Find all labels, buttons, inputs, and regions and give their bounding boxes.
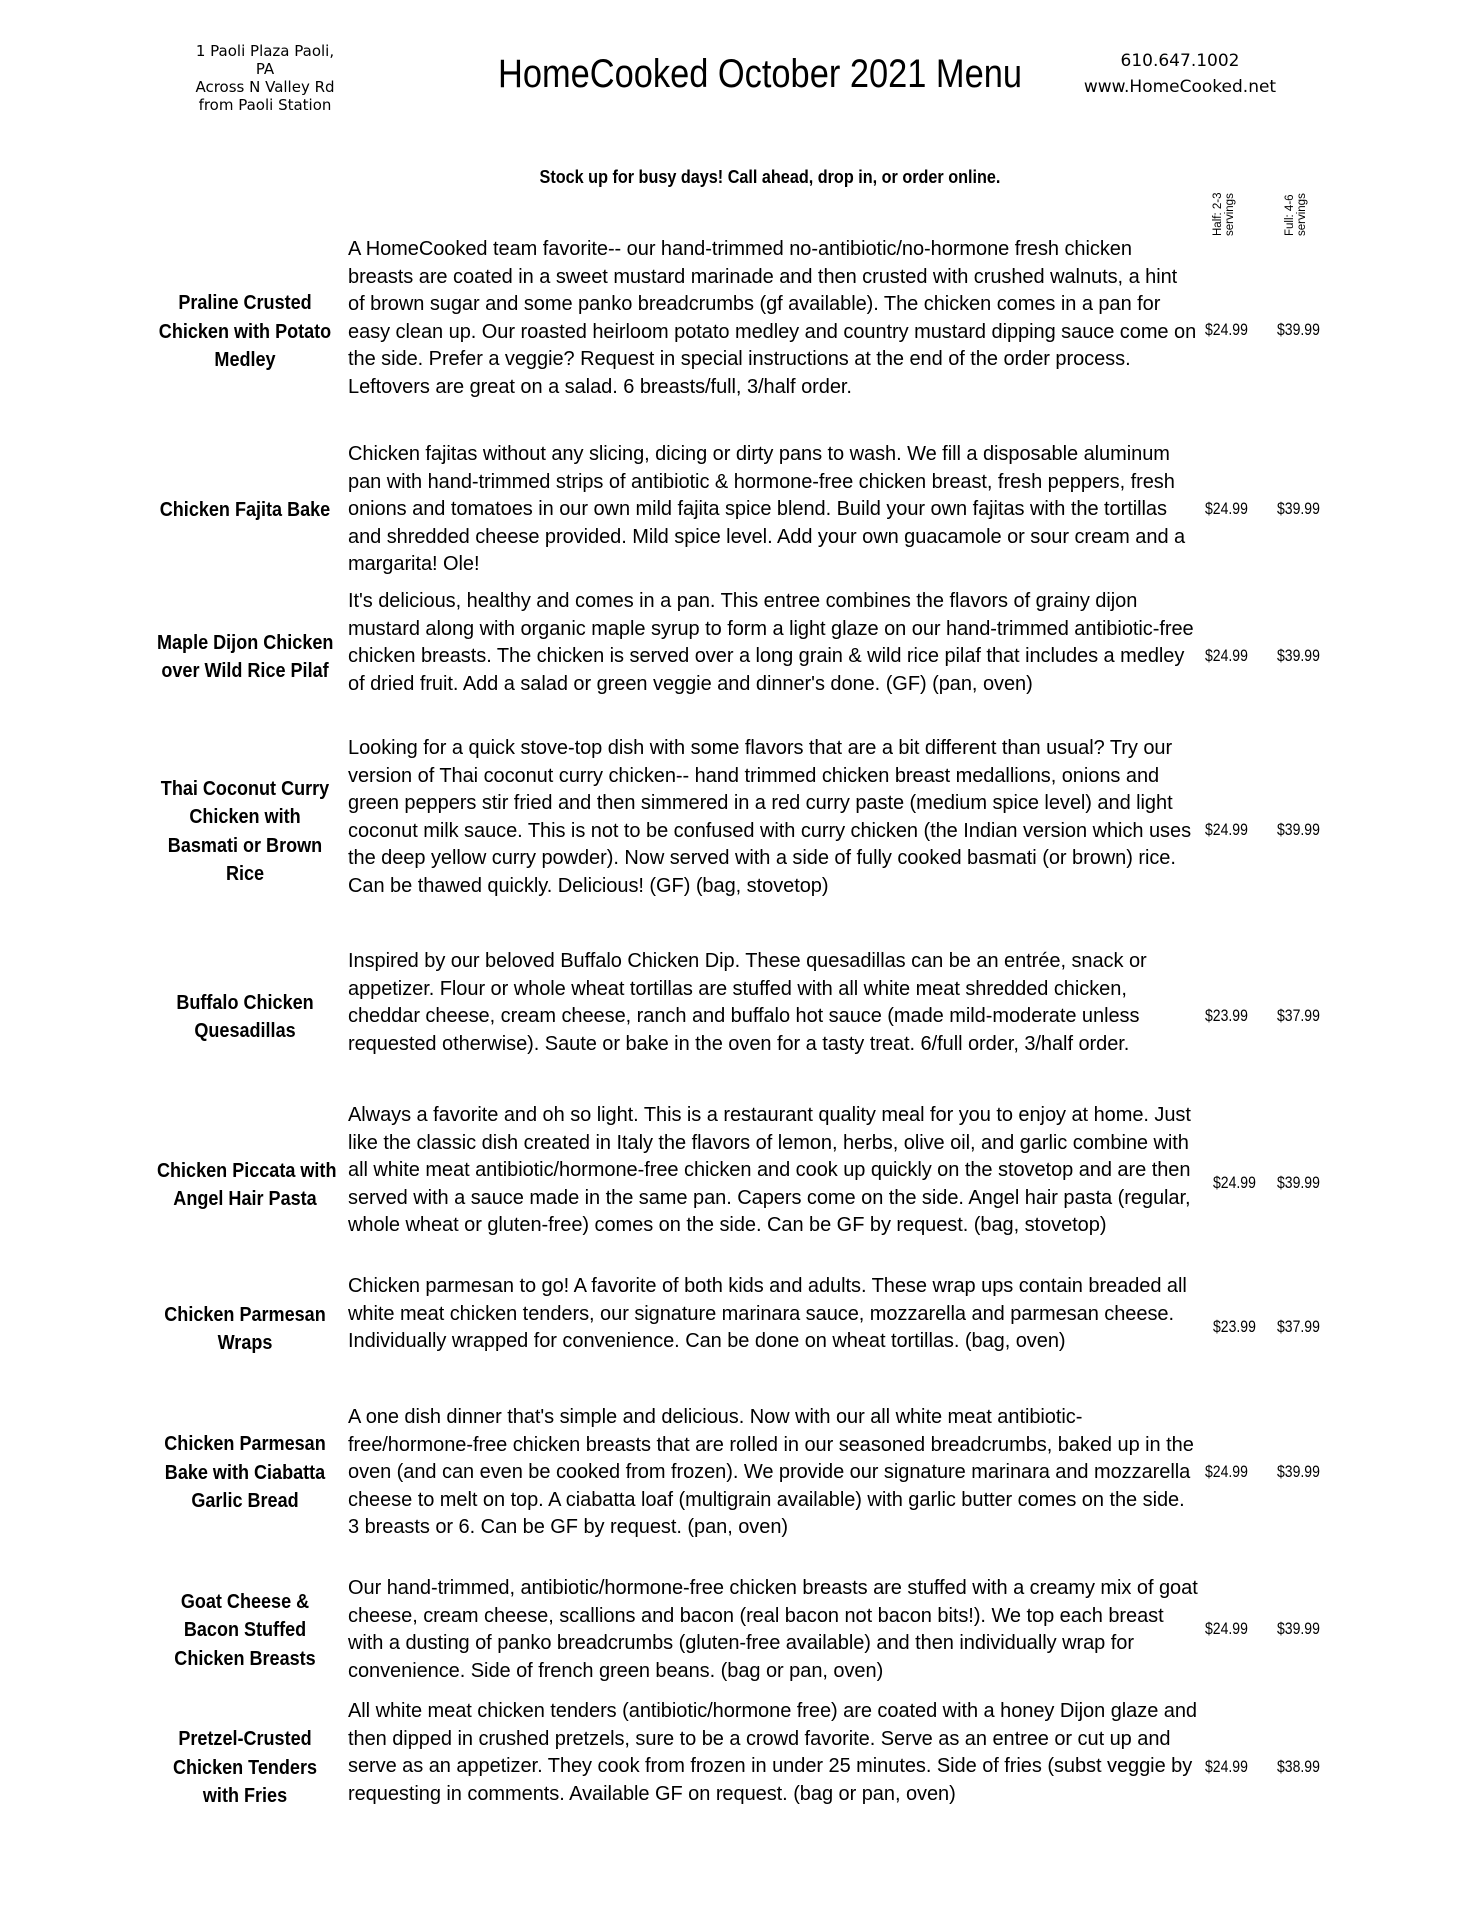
menu-item-name-line: Bake with Ciabatta [164,1460,326,1484]
menu-item [145,735,1345,928]
menu-item-name-line: Thai Coconut Curry [160,776,330,800]
menu-item-name-line: Angel Hair Pasta [173,1187,317,1210]
menu-item [145,948,1345,1086]
menu-item [145,588,1345,726]
half-price: $23.99 [1205,1007,1248,1025]
half-price: $24.99 [1205,821,1248,839]
menu-item-description: Inspired by our beloved Buffalo Chicken Dip. These quesadillas can be an entrée, snack or appetizer. Flour or whole wheat tortillas are stuffed with all white meat shredded chicken, cheddar cheese, cream cheese, ranch and buffalo hot sauce (made mild-moderate unless requested otherwise). Saute or bake in the oven for a tasty treat. 6/full order, 3/half order. [348,950,1147,1055]
store-address [170,42,360,114]
menu-item-name-line: Maple Dijon Chicken [157,630,334,654]
menu-item [145,1575,1345,1686]
menu-item-name [145,1102,345,1268]
half-price: $23.99 [1213,1318,1256,1336]
full-price: $39.99 [1277,1174,1320,1192]
half-column-header [1212,176,1240,236]
menu-item-name-line: Chicken Fajita Bake [159,497,331,521]
full-price: $37.99 [1277,1007,1320,1025]
menu-item-name-line: Chicken Parmesan [164,1432,326,1456]
menu-item [145,1404,1345,1542]
menu-item-description: Looking for a quick stove-top dish with some flavors that are a bit different than usual? Try our version of Thai coconut curry chicken-- hand trimmed chicken breast medallions, onions and green peppers stir fried and then simmered in a red curry paste (medium spice level) and light coconut milk sauce. This is not to be confused with curry chicken (the Indian version which uses the deep yellow curry powder). Now served with a side of fully cooked basmati (or brown) rice. Can be thawed quickly. Delicious! (GF) (bag, stovetop) [348,737,1192,897]
full-price: $39.99 [1277,1620,1320,1638]
menu-item-name-line: with Fries [202,1784,288,1808]
full-price: $39.99 [1277,321,1320,339]
menu-item-description: Our hand-trimmed, antibiotic/hormone-free chicken breasts are stuffed with a creamy mix of goat cheese, cream cheese, scallions and bacon (real bacon not bacon bits!). We top each breast with a dusting of panko breadcrumbs (gluten-free available) and then individually wrap for convenience. Side of french green beans. (bag or pan, oven) [348,1577,1198,1682]
full-price: $39.99 [1277,1463,1320,1481]
half-price: $24.99 [1205,500,1248,518]
half-price: $24.99 [1205,321,1248,339]
menu-item-name-line: Rice [225,862,265,885]
menu-item-name-line: Chicken with [189,805,301,828]
full-price: $39.99 [1277,647,1320,665]
full-column-sublabel: servings [1296,193,1308,236]
menu-item-name-line: Basmati or Brown [167,833,323,857]
menu-item-name-line: Chicken Tenders [172,1755,318,1779]
menu-item-name-line: Chicken Piccata with [157,1158,337,1182]
menu-item-description: All white meat chicken tenders (antibiotic/hormone free) are coated with a honey Dijon glaze and then dipped in crushed pretzels, sure to be a crowd favorite. Serve as an entree or cut up and serve as an appetizer. They cook from frozen in under 25 minutes. Side of fries (subst veggie by requesting in comments. Available GF on request. (bag or pan, oven) [348,1700,1197,1805]
menu-item-name-line: Pretzel-Crusted [178,1727,312,1751]
full-price: $38.99 [1277,1758,1320,1776]
menu-item-name-line: Wraps [217,1331,273,1354]
page-title: HomeCooked October 2021 Menu [498,52,1022,96]
menu-item-name [145,1404,345,1542]
menu-item-name [145,1698,345,1838]
menu-item-name [145,1575,345,1686]
address-line: Across N Valley Rd [195,78,335,96]
half-price: $24.99 [1205,1463,1248,1481]
menu-item [145,1273,1345,1385]
menu-item-description: Chicken parmesan to go! A favorite of both kids and adults. These wrap ups contain breaded all white meat chicken tenders, our signature marinara sauce, mozzarella and parmesan cheese. Individually wrapped for convenience. Can be done on wheat tortillas. (bag, oven) [348,1275,1187,1353]
half-price: $24.99 [1205,647,1248,665]
menu-item-name [145,236,345,428]
tagline: Stock up for busy days! Call ahead, drop in, or order online. [539,167,1001,187]
menu-item [145,1102,1345,1268]
menu-item-name-line: Chicken Parmesan [164,1302,326,1326]
menu-item-name [145,735,345,928]
menu-item [145,441,1345,579]
half-price: $24.99 [1205,1758,1248,1776]
menu-item-description: A one dish dinner that's simple and delicious. Now with our all white meat antibiotic-free/hormone-free chicken breasts that are rolled in our seasoned breadcrumbs, baked up in the oven (and can even be cooked from frozen). We provide our signature marinara and mozzarella cheese to melt on top. A ciabatta loaf (multigrain available) with garlic butter comes on the side. 3 breasts or 6. Can be GF by request. (pan, oven) [348,1406,1194,1539]
menu-item-name [145,948,345,1086]
menu-item [145,236,1345,428]
menu-item-description: Chicken fajitas without any slicing, dicing or dirty pans to wash. We fill a disposable aluminum pan with hand-trimmed strips of antibiotic & hormone-free chicken breast, fresh peppers, fresh onions and tomatoes in our own mild fajita spice blend. Build your own fajitas with the tortillas and shredded cheese provided. Mild spice level. Add your own guacamole or sour cream and a margarita! Ole! [348,443,1186,576]
menu-item-name-line: Praline Crusted [178,291,312,315]
menu-item-name [145,588,345,726]
half-column-sublabel: servings [1224,193,1236,236]
address-line: from Paoli Station [198,96,332,114]
address-line: PA [255,60,275,78]
contact-info [1060,48,1300,100]
half-column-label: Half: 2-3 [1212,192,1224,236]
menu-item-name-line: over Wild Rice Pilaf [161,659,329,682]
website-link[interactable]: www.HomeCooked.net [1083,77,1277,97]
full-price: $39.99 [1277,500,1320,518]
menu-item-name-line: Chicken Breasts [174,1646,316,1670]
menu-item-name-line: Chicken with Potato [158,319,332,343]
full-price: $39.99 [1277,821,1320,839]
menu-item-description: A HomeCooked team favorite-- our hand-trimmed no-antibiotic/no-hormone fresh chicken breasts are coated in a sweet mustard marinade and then crusted with crushed walnuts, a hint of brown sugar and some panko breadcrumbs (gf available). The chicken comes in a pan for easy clean up. Our roasted heirloom potato medley and country mustard dipping sauce come on the side. Prefer a veggie? Request in special instructions at the end of the order process. Leftovers are great on a salad. 6 breasts/full, 3/half order. [348,238,1197,398]
menu-item-name-line: Buffalo Chicken [176,990,314,1014]
address-line: 1 Paoli Plaza Paoli, [195,42,335,60]
half-price: $24.99 [1205,1620,1248,1638]
menu-item-name-line: Medley [214,348,276,372]
menu-item-name-line: Bacon Stuffed [183,1618,307,1642]
full-column-label: Full: 4-6 [1284,194,1296,236]
menu-item-description: It's delicious, healthy and comes in a pan. This entree combines the flavors of grainy dijon mustard along with organic maple syrup to form a light glaze on our hand-trimmed antibiotic-free chicken breasts. The chicken is served over a long grain & wild rice pilaf that includes a medley of dried fruit. Add a salad or green veggie and dinner's done. (GF) (pan, oven) [348,590,1194,695]
menu-item [145,1698,1345,1838]
menu-item-name [145,441,345,579]
menu-item-name-line: Garlic Bread [191,1489,299,1513]
half-price: $24.99 [1213,1174,1256,1192]
menu-item-name-line: Goat Cheese & [180,1589,310,1613]
menu-item-description: Always a favorite and oh so light. This is a restaurant quality meal for you to enjoy at home. Just like the classic dish created in Italy the flavors of lemon, herbs, olive oil, and garlic combine with all white meat antibiotic/hormone-free chicken and cook up quickly on the stovetop and are then served with a sauce made in the same pan. Capers come on the side. Angel hair pasta (regular, whole wheat or gluten-free) comes on the side. Can be GF by request. (bag, stovetop) [348,1104,1191,1237]
menu-item-name-line: Quesadillas [194,1019,296,1042]
full-column-header [1284,176,1312,236]
full-price: $37.99 [1277,1318,1320,1336]
phone-number: 610.647.1002 [1120,51,1240,71]
menu-item-name [145,1273,345,1385]
